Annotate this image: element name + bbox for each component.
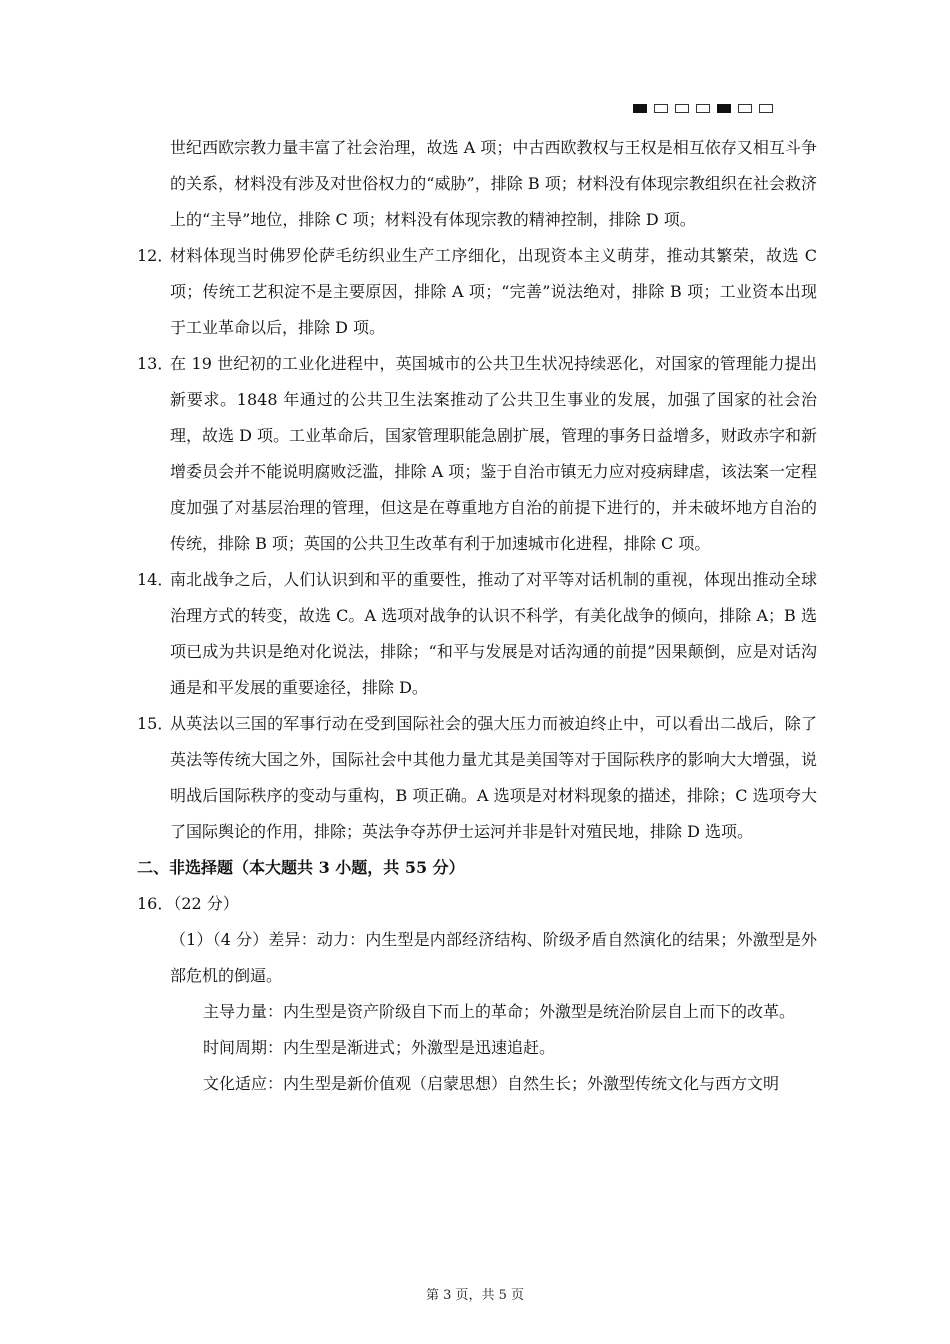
answer-content [137, 130, 817, 1102]
page-footer: 第 3 页，共 5 页 [425, 1288, 525, 1303]
section-heading: 二、非选择题（本大题共 3 小题，共 55 分） [137, 858, 465, 877]
item-text: 材料体现当时佛罗伦萨毛纺织业生产工序细化，出现资本主义萌芽，推动其繁荣，故选 C 项；传统工艺积淀不是主要原因，排除 A 项；“完善”说法绝对，排除 B 项；工业资本出现于工业革命以后，排除 D 项。 [170, 246, 817, 337]
answer-item-13 [137, 346, 817, 562]
marker-empty [675, 104, 689, 113]
answer-item-14 [137, 562, 817, 706]
answer-item-15 [137, 706, 817, 850]
item-text: 从英法以三国的军事行动在受到国际社会的强大压力而被迫终止中，可以看出二战后，除了英法等传统大国之外，国际社会中其他力量尤其是美国等对于国际秩序的影响大大增强，说明战后国际秩序的变动与重构，B 项正确。A 选项是对材料现象的描述，排除；C 选项夸大了国际舆论的作用，排除；英法争夺苏伊士运河并非是针对殖民地，排除 D 选项。 [170, 714, 817, 841]
answer-11-continuation: 世纪西欧宗教力量丰富了社会治理，故选 A 项；中古西欧教权与王权是相互依存又相互斗争的关系，材料没有涉及对世俗权力的“威胁”，排除 B 项；材料没有体现宗教组织在社会救济上的“主导”地位，排除 C 项；材料没有体现宗教的精神控制，排除 D 项。 [170, 138, 817, 229]
marker-empty [738, 104, 752, 113]
item-number: 13． [137, 354, 174, 373]
question-16-heading: 16．（22 分） [137, 894, 239, 913]
marker-filled [633, 104, 647, 113]
item-number: 12． [137, 246, 174, 265]
marker-empty [759, 104, 773, 113]
question-16-time-period: 时间周期：内生型是渐进式；外激型是迅速追赶。 [203, 1038, 556, 1057]
question-16-part-1: （1）（4 分）差异：动力：内生型是内部经济结构、阶级矛盾自然演化的结果；外激型是外部危机的倒逼。 [170, 930, 817, 985]
marker-filled [717, 104, 731, 113]
page-marker-row [633, 104, 773, 113]
answer-item-12 [137, 238, 817, 346]
marker-empty [654, 104, 668, 113]
question-16-cultural-adaptation: 文化适应：内生型是新价值观（启蒙思想）自然生长；外激型传统文化与西方文明 [203, 1074, 780, 1093]
item-text: 南北战争之后，人们认识到和平的重要性，推动了对平等对话机制的重视，体现出推动全球治理方式的转变，故选 C。A 选项对战争的认识不科学，有美化战争的倾向，排除 A；B 选项已成为共识是绝对化说法，排除；“和平与发展是对话沟通的前提”因果颠倒，应是对话沟通是和平发展的重要途径，排除 D。 [170, 570, 817, 697]
item-number: 15． [137, 714, 174, 733]
marker-empty [696, 104, 710, 113]
question-16-leading-force: 主导力量：内生型是资产阶级自下而上的革命；外激型是统治阶层自上而下的改革。 [203, 1002, 796, 1021]
item-text: 在 19 世纪初的工业化进程中，英国城市的公共卫生状况持续恶化，对国家的管理能力提出新要求。1848 年通过的公共卫生法案推动了公共卫生事业的发展，加强了国家的社会治理，故选 D 项。工业革命后，国家管理职能急剧扩展，管理的事务日益增多，财政赤字和新增委员会并不能说明腐败泛滥，排除 A 项；鉴于自治市镇无力应对疫病肆虐，该法案一定程度加强了对基层治理的管理，但这是在尊重地方自治的前提下进行的，并未破坏地方自治的传统，排除 B 项；英国的公共卫生改革有利于加速城市化进程，排除 C 项。 [170, 354, 818, 553]
item-number: 14． [137, 570, 174, 589]
